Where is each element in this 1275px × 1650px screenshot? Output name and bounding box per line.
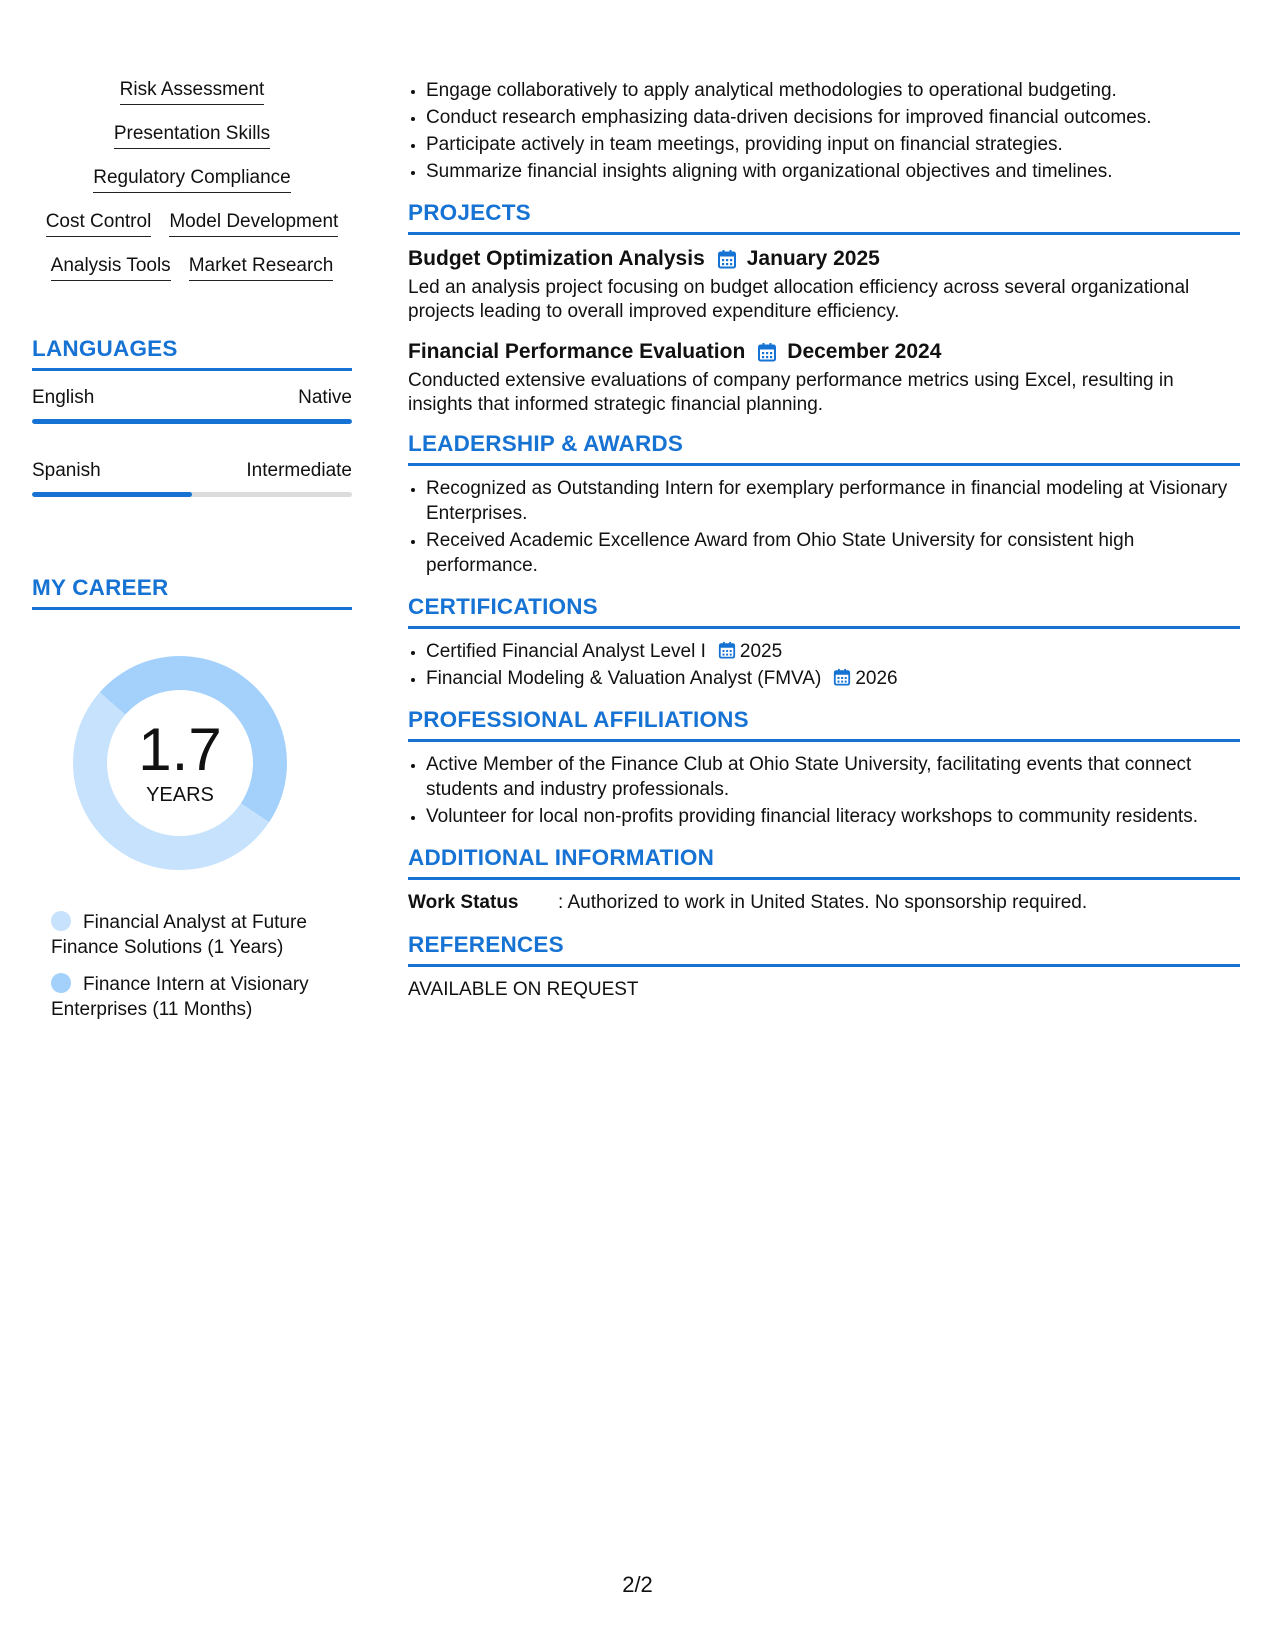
skill-row: [51, 254, 334, 281]
language-name: Spanish: [32, 460, 101, 481]
project-item: [408, 338, 1240, 417]
list-item: • Volunteer for local non-profits providing financial literacy workshops to community residents.: [426, 804, 1240, 829]
certifications-title: CERTIFICATIONS: [408, 594, 1240, 629]
language-name: English: [32, 387, 95, 408]
skill-row: [120, 78, 265, 105]
awards-list: [408, 476, 1240, 578]
certification-name: Certified Financial Analyst Level I: [426, 641, 706, 662]
calendar-icon: [757, 342, 777, 362]
skill-tag: Analysis Tools: [51, 254, 171, 281]
right-column: [408, 78, 1240, 1003]
skill-tag: Cost Control: [46, 210, 152, 237]
languages-title: LANGUAGES: [32, 336, 352, 371]
skill-row: [114, 122, 270, 149]
references-title: REFERENCES: [408, 932, 1240, 967]
certification-name: Financial Modeling & Valuation Analyst (FMVA): [426, 668, 822, 689]
references-text: AVAILABLE ON REQUEST: [408, 979, 639, 1000]
career-section: [32, 575, 352, 1022]
language-bar-fill: [32, 492, 192, 497]
skill-tag: Presentation Skills: [114, 122, 270, 149]
language-item: [32, 385, 352, 424]
language-bar: [32, 492, 352, 497]
certifications-list: [408, 639, 1240, 691]
certification-year: 2026: [855, 668, 898, 689]
list-item: • Received Academic Excellence Award from Ohio State University for consistent high performance.: [426, 528, 1240, 578]
affiliations-title: PROFESSIONAL AFFILIATIONS: [408, 707, 1240, 742]
language-bar: [32, 419, 352, 424]
project-description: Led an analysis project focusing on budget allocation efficiency across several organizational projects leading to overall improved expenditure efficiency.: [408, 277, 1190, 322]
list-item: • Participate actively in team meetings, providing input on financial strategies.: [426, 132, 1240, 157]
legend-dot-icon: [51, 911, 71, 931]
project-name: Budget Optimization Analysis: [408, 247, 705, 270]
project-name: Financial Performance Evaluation: [408, 340, 746, 363]
affiliations-list: [408, 752, 1240, 829]
skill-tag: Risk Assessment: [120, 78, 265, 105]
list-item: [426, 639, 1240, 664]
list-item: • Active Member of the Finance Club at Ohio State University, facilitating events that connect students and industry professionals.: [426, 752, 1240, 802]
career-legend-item: [51, 972, 331, 1022]
skill-row: [93, 166, 291, 193]
page-number: 2/2: [622, 1572, 653, 1597]
project-description: Conducted extensive evaluations of company performance metrics using Excel, resulting in insights that informed strategic financial planning.: [408, 370, 1174, 415]
list-item: • Conduct research emphasizing data-driven decisions for improved financial outcomes.: [426, 105, 1240, 130]
awards-section: [408, 431, 1240, 578]
career-total-value: 1.7: [138, 715, 222, 783]
skill-tag: Regulatory Compliance: [93, 166, 291, 193]
career-title: MY CAREER: [32, 575, 352, 610]
projects-title: PROJECTS: [408, 200, 1240, 235]
project-date: December 2024: [787, 340, 942, 363]
language-level: Intermediate: [246, 460, 352, 481]
career-role-label: Financial Analyst at Future Finance Solutions (1 Years): [51, 912, 307, 958]
calendar-icon: [717, 249, 737, 269]
legend-dot-icon: [51, 973, 71, 993]
certifications-section: [408, 594, 1240, 691]
career-legend: [51, 910, 331, 1022]
project-item: [408, 245, 1240, 324]
career-donut-chart: [65, 648, 295, 878]
additional-info-section: [408, 845, 1240, 916]
skills-list: [32, 78, 352, 298]
career-role-label: Finance Intern at Visionary Enterprises (11 Months): [51, 974, 309, 1020]
experience-bullets: [408, 78, 1240, 184]
work-status-value: : Authorized to work in United States. No sponsorship required.: [558, 892, 1088, 913]
language-level: Native: [298, 387, 352, 408]
project-date: January 2025: [746, 247, 880, 270]
list-item: • Engage collaboratively to apply analytical methodologies to operational budgeting.: [426, 78, 1240, 103]
awards-title: LEADERSHIP & AWARDS: [408, 431, 1240, 466]
calendar-icon: [833, 668, 851, 686]
references-section: [408, 932, 1240, 1003]
affiliations-section: [408, 707, 1240, 829]
list-item: • Summarize financial insights aligning with organizational objectives and timelines.: [426, 159, 1240, 184]
donut-center: [65, 648, 295, 878]
list-item: • Recognized as Outstanding Intern for exemplary performance in financial modeling at Visionary Enterprises.: [426, 476, 1240, 526]
left-column: [32, 78, 352, 1034]
language-item: [32, 458, 352, 497]
projects-section: [408, 200, 1240, 417]
additional-info-title: ADDITIONAL INFORMATION: [408, 845, 1240, 880]
certification-year: 2025: [739, 641, 783, 662]
skill-tag: Model Development: [169, 210, 338, 237]
career-total-unit: YEARS: [146, 783, 214, 806]
languages-section: [32, 336, 352, 497]
skill-tag: Market Research: [189, 254, 334, 281]
language-bar-fill: [32, 419, 352, 424]
work-status-label: Work Status: [408, 892, 519, 913]
career-legend-item: [51, 910, 331, 960]
work-status-row: [408, 890, 1240, 916]
calendar-icon: [718, 641, 736, 659]
skill-row: [46, 210, 339, 237]
list-item: [426, 666, 1240, 691]
